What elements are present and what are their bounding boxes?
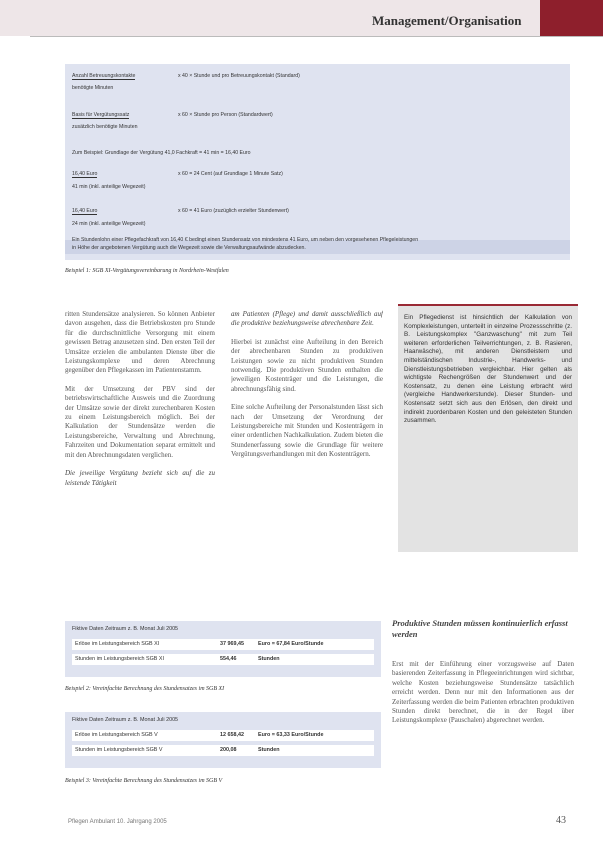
example-box [65,64,570,260]
calc-label: Erlöse im Leistungsbereich SGB V [75,732,158,738]
text-column-3 [392,660,574,810]
calc-value: 12 658,42 [220,732,244,738]
example-line: x 60 × Stunde pro Person (Standardwert) [178,112,273,118]
calc-label: Stunden im Leistungsbereich SGB V [75,747,163,753]
example-line: 24 min (inkl. anteilige Wegezeit) [72,221,146,227]
info-sidebar [398,304,578,552]
page-number: 43 [556,815,566,826]
paragraph-italic: am Patienten (Pflege) und damit ausschließlich auf die produktive beziehungsweise abrechenbare Zeit. [231,310,383,328]
paragraph: Erst mit der Einführung einer vorzugsweise auf Daten basierenden Zeiterfassung in Pflegeeinrichtungen wird sichtbar, welche Kosten beziehungsweise Stundensätze tatsächlich erreicht werden. Denn nur mit den Informationen aus der Zeiterfassung werden die beim Patienten erbrachten produktiven Stunden direkt berechnet, die in der Regel über Leistungskomplexe (Pauschalen) abgerechnet werden. [392,660,574,725]
header-rule [30,36,603,37]
calculation-box-sgb-v [65,712,381,768]
example-line: 41 min (inkl. anteilige Wegezeit) [72,184,146,190]
example-line: Anzahl Betreuungskontakte [72,73,136,79]
example-line: x 60 = 24 Cent (auf Grundlage 1 Minute Satz) [178,171,283,177]
calc-heading: Fiktive Daten Zeitraum z. B. Monat Juli 2005 [72,717,179,723]
paragraph: Mit der Umsetzung der PBV sind der betriebswirtschaftliche Ausweis und die Zuordnung der Umsätze sowie der direkt zurechenbaren Kosten zu einem Leistungsbereich möglich. Bei der Kalkulation der Stundensätze werden die Leistungsbereiche, Verwaltung und Abrechnung, Fahrzeiten und Dokumentation separat ermittelt und mit den Abrechnungsdaten verglichen. [65,384,215,459]
calc-heading: Fiktive Daten Zeitraum z. B. Monat Juli 2005 [72,626,179,632]
paragraph: ritten Stundensätze analysieren. So können Anbieter davon ausgehen, dass die Betriebskosten pro Stunde für die durchschnittliche Versorgung mit einem gewissen Betrag anzusetzen sind. Den ersten Teil der Umsätze erzielen die ambulanten Dienste über die Leistungskomplexe und deren Abrechnung gegenüber den Pflegekassen im Patientenstamm. [65,310,215,375]
calc-unit: Euro = 63,33 Euro/Stunde [258,732,324,738]
example-footnote: in Höhe der angebotenen Vergütung auch die Wegezeit sowie die Verwaltungsaufwände abzudecken. [72,245,306,251]
example-line: Zum Beispiel: Grundlage der Vergütung 41,0 Fachkraft = 41 min = 16,40 Euro [72,150,251,156]
header-accent [540,0,603,36]
calc-unit: Stunden [258,747,280,753]
calculation-box-sgb-xi [65,621,381,677]
example-line: 16,40 Euro [72,208,98,214]
figure-caption: Beispiel 1: SGB XI-Vergütungsvereinbarung in Nordrhein-Westfalen [65,268,229,274]
calc-row [72,639,374,650]
example-line: zusätzlich benötigte Minuten [72,124,138,130]
paragraph-italic: Die jeweilige Vergütung bezieht sich auf die zu leistende Tätigkeit [65,469,215,487]
calc-unit: Euro = 67,84 Euro/Stunde [258,641,324,647]
calc-label: Erlöse im Leistungsbereich SGB XI [75,641,160,647]
paragraph: Hierbei ist zunächst eine Aufteilung in den Bereich der abrechenbaren Stunden zu produktiven Leistungen sowie zu nicht produktiven Stunden notwendig. Die produktiven Stunden enthalten die jeweiligen Kostenträger und die Leistungen, die abrechnungsfähig sind. [231,337,383,393]
section-heading: Produktive Stunden müssen kontinuierlich erfasst werden [392,618,568,639]
section-title: Management/Organisation [372,13,522,28]
text-column-1 [65,310,215,580]
example-footnote: Ein Stundenlohn einer Pflegefachkraft von 16,40 € bedingt einen Stundensatz von mindestens 41 Euro, um neben den vorgesehenen Pflegeleistungen [72,237,419,243]
example-line: x 60 = 41 Euro (zuzüglich erzielter Stundenwert) [178,208,289,214]
footer-journal: Pflegen Ambulant 10. Jahrgang 2005 [68,819,167,825]
text-column-2 [231,310,383,580]
calc-row [72,730,374,741]
example-line: Basis für Vergütungssatz [72,112,130,118]
example-line: x 40 × Stunde und pro Betreuungskontakt (Standard) [178,73,300,79]
calc-value: 37 969,45 [220,641,244,647]
calc-value: 554,46 [220,656,237,662]
figure-caption: Beispiel 2: Vereinfachte Berechnung des Stundensatzes im SGB XI [65,686,225,692]
example-line: 16,40 Euro [72,171,98,177]
calc-value: 200,08 [220,747,237,753]
calc-label: Stunden im Leistungsbereich SGB XI [75,656,164,662]
paragraph: Eine solche Aufteilung der Personalstunden lässt sich nach der Umsetzung der Verordnung der Leistungsbereiche mit Stunden und Kostenträgern in einer ordentlichen Nachkalkulation. Zudem bieten die Stundenerfassung sowie die Grundlage für weitere Vergütungsverhandlungen mit den Kostenträgern. [231,403,383,459]
calc-row [72,745,374,756]
figure-caption: Beispiel 3: Vereinfachte Berechnung des Stundensatzes im SGB V [65,778,223,784]
calc-unit: Stunden [258,656,280,662]
calc-row [72,654,374,665]
sidebar-text: Ein Pflegedienst ist hinsichtlich der Kalkulation von Komplexleistungen, unterteilt in einzelne Prozessschritte (z. B. Leistungskomplex "Ganzwaschung" mit zum Teil weiteren erforderlichen Teilverrichtungen, z. B. Rasieren, Haarwäsche), mit anderen Dienstleistern und mittelständischen Industrie-, Handwerks- und Dienstleistungsbetrieben vergleichbar. Hier gelten als wichtigste Rechengrößen der Stundenwert und der Kostensatz, zu denen eine Leistung erbracht wird (vergleiche Handwerkerstunde). Dieser Stunden- und Kostensatz setzt sich aus den Erlösen, den direkt und indirekt zuordenbaren Kosten und den geleisteten Stunden zusammen. [404,314,572,425]
example-line: benötigte Minuten [72,85,114,91]
